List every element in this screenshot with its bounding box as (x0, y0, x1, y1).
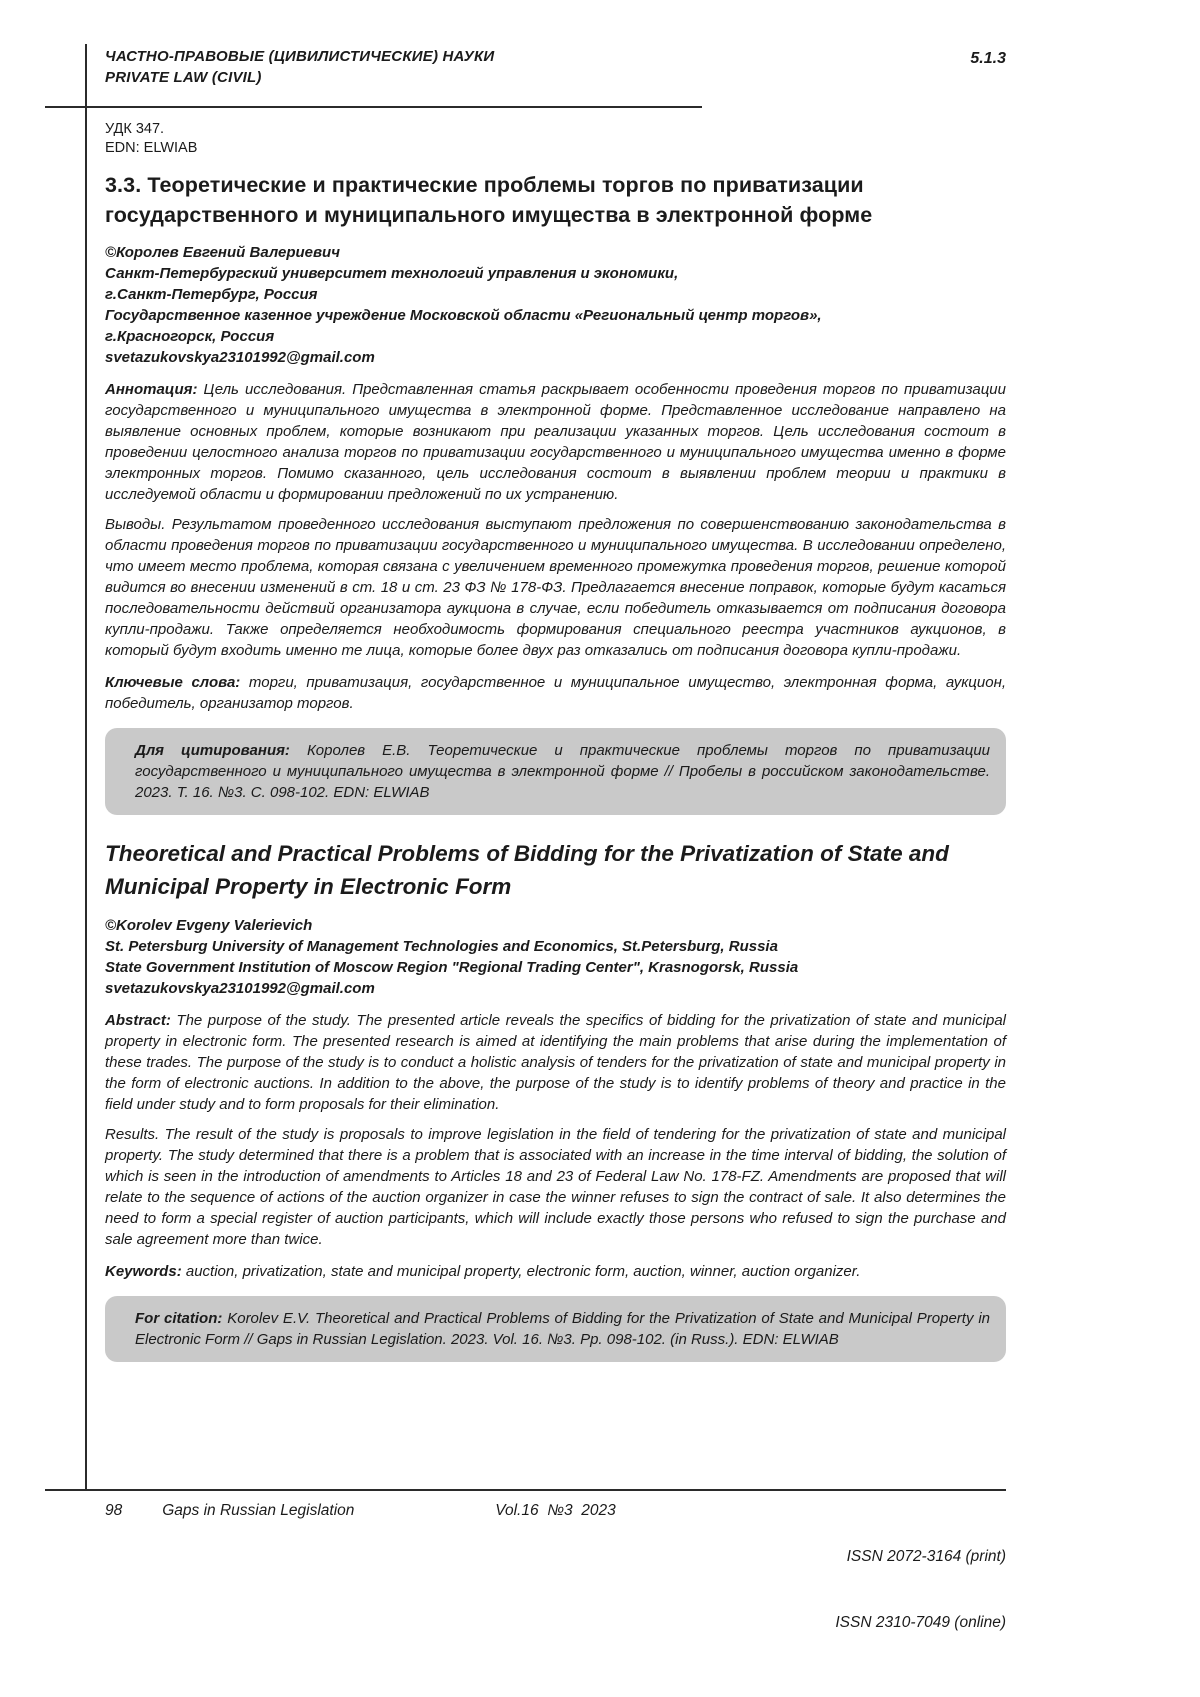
author-name-ru: ©Королев Евгений Валериевич (105, 244, 340, 261)
author-affiliation-en-1: St. Petersburg University of Management Technologies and Economics, St.Petersburg, Russia (105, 938, 778, 955)
section-heading-ru: ЧАСТНО-ПРАВОВЫЕ (ЦИВИЛИСТИЧЕСКИЕ) НАУКИ (105, 48, 495, 65)
citation-en-label: For citation: (135, 1310, 223, 1327)
keywords-en-text: auction, privatization, state and municipal property, electronic form, auction, winner, auction organizer. (185, 1263, 861, 1280)
page-number: 98 (105, 1502, 123, 1519)
footer-left (105, 1502, 405, 1520)
citation-en-text: Korolev E.V. Theoretical and Practical Problems of Bidding for the Privatization of State and Municipal Property in Electronic Form // Gaps in Russian Legislation. 2023. Vol. 16. №3. Pp. 098-102. (in Russ.). EDN: ELWIAB (135, 1310, 990, 1348)
article-meta (105, 120, 1006, 158)
abstract-en-label: Abstract: (105, 1012, 171, 1029)
abstract-ru-text: Цель исследования. Представленная статья раскрывает особенности проведения торгов по приватизации государственного и муниципального имущества в электронной форме. Представленное исследование направлено на выявление основных проблем, которые возникают при реализации указанных торгов. Цель исследования состоит в проведении целостного анализа торгов по приватизации государственного и муниципального имущества именно в форме электронных торгов. Помимо сказанного, цель исследования состоит в выявлении проблем теории и практики в исследуемой области и формировании предложений по их устранению. (105, 381, 1006, 503)
udk-number: УДК 347. (105, 121, 165, 137)
footer-issn (706, 1502, 1006, 1678)
results-en (105, 1124, 1006, 1250)
conclusions-ru-text: Выводы. Результатом проведенного исследования выступают предложения по совершенствованию законодательства в области проведения торгов по приватизации государственного и муниципального имущества. В исследовании определено, что имеет место проблема, которая связана с увеличением временного промежутка проведения торгов, решение которой видится во внесении изменений в ст. 18 и ст. 23 ФЗ № 178-ФЗ. Предлагается внесение поправок, которые будут касаться последовательности действий организатора аукциона в случае, если победитель отказывается от подписания договора купли-продажи. Также определяется необходимость формирования специального реестра участников аукционов, в который будут входить именно те лица, которые более двух раз отказались от подписания договора купли-продажи. (105, 516, 1006, 659)
abstract-ru (105, 379, 1006, 505)
keywords-en-label: Keywords: (105, 1263, 182, 1280)
issn-online: ISSN 2310-7049 (online) (835, 1614, 1006, 1631)
abstract-en-text: The purpose of the study. The presented article reveals the specifics of bidding for the privatization of state and municipal property in electronic form. The presented research is aimed at identifying the main problems that arise during the implementation of these trades. The purpose of the study is to conduct a holistic analysis of tenders for the privatization of state and municipal property in the form of electronic auctions. In addition to the above, the purpose of the study is to identify problems of theory and practice in the field under study and to form proposals for their elimination. (105, 1012, 1006, 1113)
author-name-en: ©Korolev Evgeny Valerievich (105, 917, 313, 934)
citation-box-ru (105, 728, 1006, 815)
keywords-ru-label: Ключевые слова: (105, 674, 241, 691)
author-block-en (105, 915, 1006, 999)
edn-code: EDN: ELWIAB (105, 140, 198, 156)
left-margin-rule (85, 44, 87, 1490)
page-footer (105, 1502, 1006, 1678)
section-heading-en: PRIVATE LAW (CIVIL) (105, 69, 262, 86)
author-affiliation-ru-2: Государственное казенное учреждение Московской области «Региональный центр торгов», (105, 307, 822, 324)
keywords-ru-text: торги, приватизация, государственное и муниципальное имущество, электронная форма, аукцион, победитель, организатор торгов. (105, 674, 1006, 712)
author-email-en: svetazukovskya23101992@gmail.com (105, 980, 375, 997)
author-affiliation-en-2: State Government Institution of Moscow Region "Regional Trading Center", Krasnogorsk, Russia (105, 959, 799, 976)
results-en-text: Results. The result of the study is proposals to improve legislation in the field of tendering for the privatization of state and municipal property. The study determined that there is a problem that is associated with an increase in the time interval of bidding, the solution of which is seen in the introduction of amendments to Articles 18 and 23 of Federal Law No. 178-FZ. Amendments are proposed that will relate to the sequence of actions of the auction organizer in case the winner refuses to sign the contract of sale. It also determines the need to form a special register of auction participants, which will include exactly those persons who refused to sign the purchase and sale agreement more than twice. (105, 1126, 1006, 1248)
author-email-ru: svetazukovskya23101992@gmail.com (105, 349, 375, 366)
author-affiliation-ru-1: Санкт-Петербургский университет технологий управления и экономики, (105, 265, 679, 282)
article-content (105, 120, 1006, 1362)
journal-name: Gaps in Russian Legislation (162, 1502, 355, 1519)
author-block-ru (105, 242, 1006, 368)
conclusions-ru (105, 514, 1006, 661)
article-title-en: Theoretical and Practical Problems of Bidding for the Privatization of State and Municipal Property in Electronic Form (105, 841, 949, 899)
citation-ru-text: Королев Е.В. Теоретические и практические проблемы торгов по приватизации государственного и муниципального имущества в электронной форме // Пробелы в российском законодательстве. 2023. Т. 16. №3. С. 098-102. EDN: ELWIAB (135, 742, 990, 801)
footer-rule (45, 1489, 1006, 1491)
issn-print: ISSN 2072-3164 (print) (846, 1548, 1006, 1565)
keywords-ru (105, 672, 1006, 714)
section-code: 5.1.3 (970, 50, 1006, 67)
abstract-ru-label: Аннотация: (105, 381, 198, 398)
keywords-en (105, 1261, 1006, 1282)
article-title-ru: 3.3. Теоретические и практические проблемы торгов по приватизации государственного и муниципального имущества в электронной форме (105, 173, 873, 227)
page-header (105, 46, 1006, 88)
author-city-ru-2: г.Красногорск, Россия (105, 328, 275, 345)
abstract-en (105, 1010, 1006, 1115)
header-rule (45, 106, 702, 108)
citation-box-en (105, 1296, 1006, 1362)
footer-issue: Vol.16 №3 2023 (495, 1502, 616, 1519)
author-city-ru-1: г.Санкт-Петербург, Россия (105, 286, 318, 303)
section-heading (105, 46, 494, 88)
citation-ru-label: Для цитирования: (135, 742, 290, 759)
